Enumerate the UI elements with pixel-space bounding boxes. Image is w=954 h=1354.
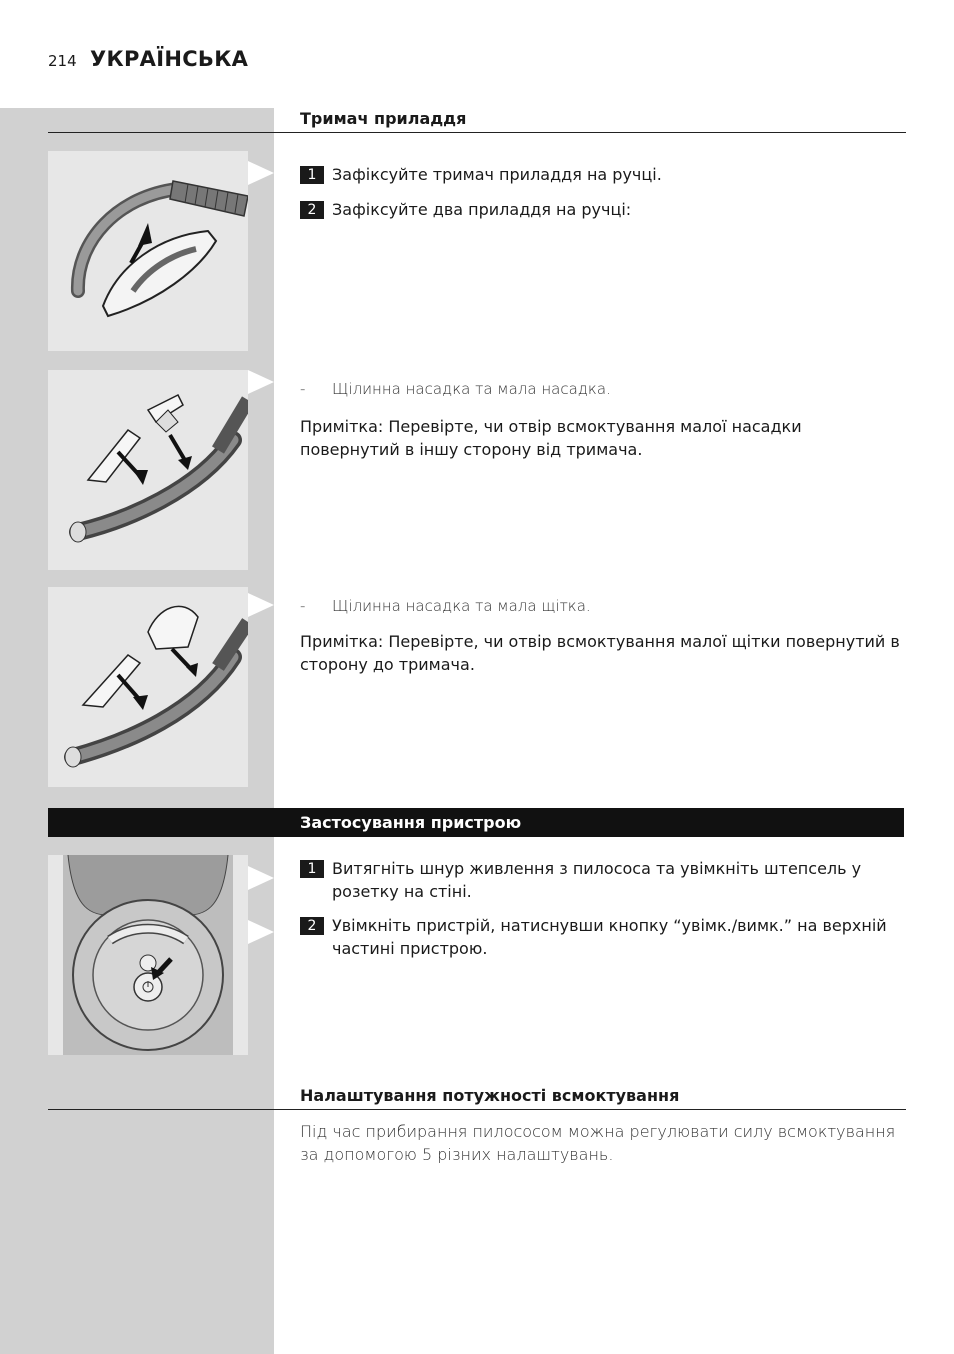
illustration-pointer: [248, 593, 274, 617]
usage-step-2: [300, 914, 905, 960]
step-text: Зафіксуйте тримач приладдя на ручці.: [332, 165, 662, 184]
section-rule: [48, 132, 906, 133]
step-number: 2: [300, 201, 324, 219]
step-number: 1: [300, 860, 324, 878]
step-number: 2: [300, 917, 324, 935]
step-text: Витягніть шнур живлення з пилососа та увімкніть штепсель у розетку на стіні.: [332, 859, 862, 901]
suction-text: Під час прибирання пилососом можна регулювати силу всмоктування за допомогою 5 різних налаштувань.: [300, 1122, 896, 1164]
step-text: Увімкніть пристрій, натиснувши кнопку “увімк./вимк.” на верхній частині пристрою.: [332, 916, 887, 958]
illustration-crevice-small-brush: [48, 587, 248, 787]
illustration-pointer: [248, 866, 274, 890]
usage-step-1: [300, 857, 905, 903]
note-small-nozzle: Примітка: Перевірте, чи отвір всмоктування малої насадки повернутий в іншу сторону від тримача.: [300, 417, 802, 459]
option-text: Щілинна насадка та мала насадка.: [332, 380, 611, 398]
holder-step-1: [300, 163, 905, 186]
option-crevice-small-nozzle: - Щілинна насадка та мала насадка.: [300, 380, 611, 398]
illustration-pointer: [248, 161, 274, 185]
section-title-usage: Застосування пристрою: [300, 813, 522, 832]
illustration-pointer: [248, 370, 274, 394]
option-text: Щілинна насадка та мала щітка.: [332, 597, 591, 615]
page-number: 214: [48, 52, 77, 70]
illustration-power-button: [48, 855, 248, 1055]
illustration-crevice-small-nozzle: [48, 370, 248, 570]
note-small-brush: Примітка: Перевірте, чи отвір всмоктування малої щітки повернутий в сторону до тримача.: [300, 632, 900, 674]
illustration-pointer: [248, 920, 274, 944]
step-text: Зафіксуйте два приладдя на ручці:: [332, 200, 632, 219]
step-number: 1: [300, 166, 324, 184]
holder-step-2: [300, 198, 905, 221]
section-title-holder: Тримач приладдя: [300, 109, 467, 128]
language-title: УКРАЇНСЬКА: [90, 47, 249, 71]
section-title-suction: Налаштування потужності всмоктування: [300, 1086, 680, 1105]
section-rule: [48, 1109, 906, 1110]
option-crevice-small-brush: - Щілинна насадка та мала щітка.: [300, 597, 591, 615]
illustration-holder-attach: [48, 151, 248, 351]
